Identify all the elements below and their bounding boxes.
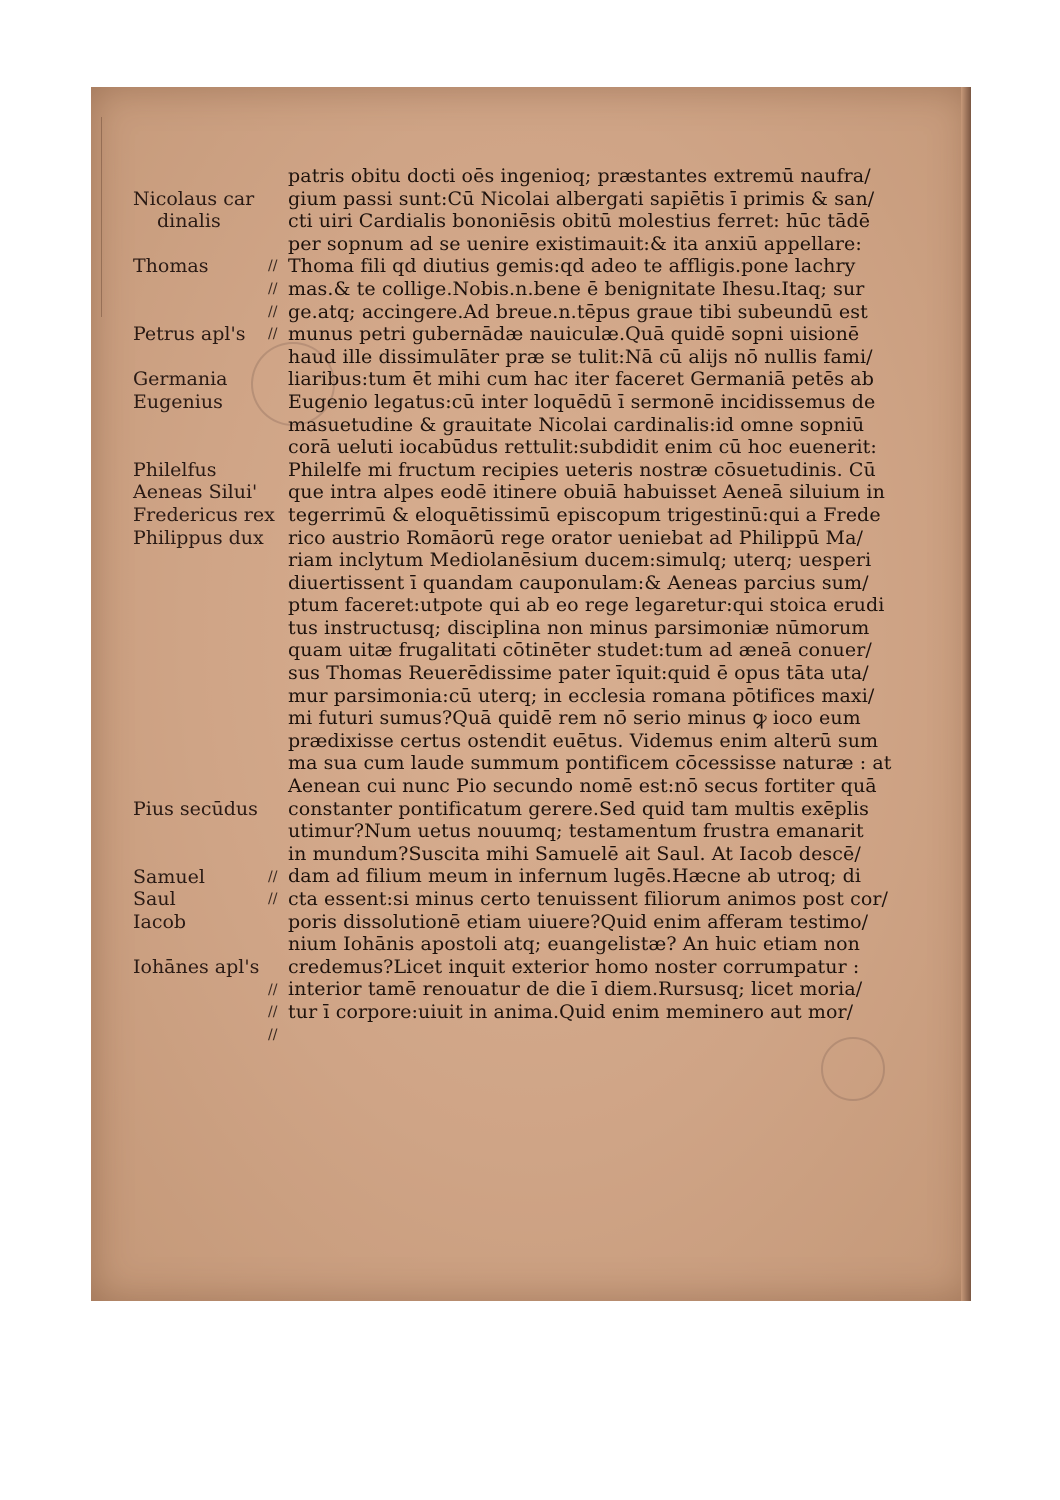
text-line: tegerrimū & eloquētissimū episcopum trigestinū:qui a Frede — [288, 503, 881, 526]
text-line: Philelfe mi fructum recipies ueteris nostræ cōsuetudinis. Cū — [288, 458, 876, 481]
marginal-note: Fredericus rex — [133, 504, 275, 526]
margin-pencil-rule — [101, 117, 102, 317]
quote-mark: // — [268, 981, 278, 998]
text-line: constanter pontificatum gerere.Sed quid tam multis exēplis — [288, 797, 869, 820]
text-line: poris dissolutionē etiam uiuere?Quid enim afferam testimo/ — [288, 910, 869, 933]
text-line: riam inclytum Mediolanēsium ducem:simulq; uterq; uesperi — [288, 549, 872, 572]
quote-mark: // — [268, 258, 278, 275]
quote-mark: // — [268, 281, 278, 297]
quote-mark: // — [268, 891, 278, 908]
text-line: masuetudine & grauitate Nicolai cardinalis:id omne sopniū — [288, 413, 865, 436]
marginal-note: Eugenius — [133, 391, 223, 413]
text-line: quam uitæ frugalitati cōtinēter studet:tum ad æneā conuer/ — [288, 639, 872, 662]
text-line: que intra alpes eodē itinere obuiā habuisset Aeneā siluium in — [288, 481, 885, 504]
text-line: haud ille dissimulāter præ se tulit:Nā cū alijs nō nullis fami/ — [288, 345, 873, 368]
marginal-note: Philelfus — [133, 458, 217, 481]
text-line: Thoma fili qd diutius gemis:qd adeo te affligis.pone lachry — [288, 255, 856, 278]
main-text-block — [288, 165, 898, 1024]
text-line: patris obitu docti oēs ingenioq; præstantes extremū naufra/ — [288, 165, 871, 187]
marginal-note: Samuel — [133, 865, 205, 888]
quote-mark: // — [268, 1026, 278, 1043]
text-line: interior tamē renouatur de die ī diem.Rursusq; licet moria/ — [288, 978, 863, 1001]
marginal-note: Nicolaus car — [133, 187, 255, 210]
quote-mark: // — [268, 868, 278, 885]
text-line: cta essent:si minus certo tenuissent filiorum animos post cor/ — [288, 888, 889, 910]
text-line: ptum faceret:utpote qui ab eo rege legaretur:qui stoica erudi — [288, 594, 885, 617]
text-line: prædixisse certus ostendit euētus. Videmus enim alterū sum — [288, 729, 879, 752]
text-line: liaribus:tum ēt mihi cum hac iter faceret Germaniā petēs ab — [288, 368, 874, 391]
library-stamp-small — [821, 1037, 885, 1101]
marginal-note: Germania — [133, 368, 228, 391]
text-line: corā ueluti iocabūdus rettulit:subdidit enim cū hoc euenerit: — [288, 436, 877, 459]
text-line: mi futuri sumus?Quā quidē rem nō serio minus ꝙ ioco eum — [288, 707, 861, 730]
text-line: mur parsimonia:cū uterq; in ecclesia romana pōtifices maxi/ — [288, 684, 875, 707]
text-line: dam ad filium meum in infernum lugēs.Hæcne ab utroq; di — [288, 865, 862, 888]
text-line: tus instructusq; disciplina non minus parsimoniæ nūmorum — [288, 616, 870, 639]
marginal-note: Thomas — [133, 255, 209, 278]
marginal-note: Pius secūdus — [133, 797, 258, 820]
text-line: ma sua cum laude summum pontificem cōcessisse naturæ : at — [288, 752, 892, 775]
text-line: Eugenio legatus:cū inter loquēdū ī sermonē incidissemus de — [288, 390, 876, 413]
text-line: diuertissent ī quandam cauponulam:& Aeneas parcius sum/ — [288, 571, 869, 594]
quote-mark: // — [268, 303, 278, 320]
marginal-note: Aeneas Silui' — [133, 481, 258, 504]
text-line: credemus?Licet inquit exterior homo noster corrumpatur : — [288, 955, 860, 978]
text-line: rico austrio Romāorū rege orator ueniebat ad Philippū Ma/ — [288, 526, 864, 549]
text-line: gium passi sunt:Cū Nicolai albergati sapiētis ī primis & san/ — [288, 187, 875, 210]
page-edge-shadow — [961, 87, 971, 1301]
text-line: ge.atq; accingere.Ad breue.n.tēpus graue tibi subeundū est — [288, 300, 868, 323]
marginal-note: Philippus dux — [133, 526, 264, 549]
marginal-note: dinalis — [157, 210, 221, 233]
text-line: munus petri gubernādæ nauiculæ.Quā quidē sopni uisionē — [288, 323, 860, 346]
text-line: nium Iohānis apostoli atq; euangelistæ? An huic etiam non — [288, 933, 860, 956]
text-line: per sopnum ad se uenire existimauit:& ita anxiū appellare: — [288, 232, 862, 255]
text-line: sus Thomas Reuerēdissime pater īquit:quid ē opus tāta uta/ — [288, 662, 869, 685]
text-line: mas.& te collige.Nobis.n.bene ē benignitate Ihesu.Itaq; sur — [288, 277, 865, 300]
quote-mark: // — [268, 326, 278, 343]
text-line: in mundum?Suscita mihi Samuelē ait Saul. At Iacob descē/ — [288, 842, 861, 865]
text-line: cti uiri Cardialis bononiēsis obitū molestius ferret: hūc tādē — [288, 210, 871, 233]
text-line: tur ī corpore:uiuit in anima.Quid enim meminero aut mor/ — [288, 1000, 854, 1023]
marginal-note: Iohānes apl's — [133, 956, 260, 978]
marginal-note: Saul — [133, 888, 176, 911]
marginal-note: Iacob — [133, 910, 187, 933]
marginal-note: Petrus apl's — [133, 323, 246, 346]
text-line: utimur?Num uetus nouumq; testamentum frustra emanarit — [288, 820, 864, 843]
text-line: Aenean cui nunc Pio secundo nomē est:nō secus fortiter quā — [288, 775, 877, 798]
quote-mark: // — [268, 1004, 278, 1021]
